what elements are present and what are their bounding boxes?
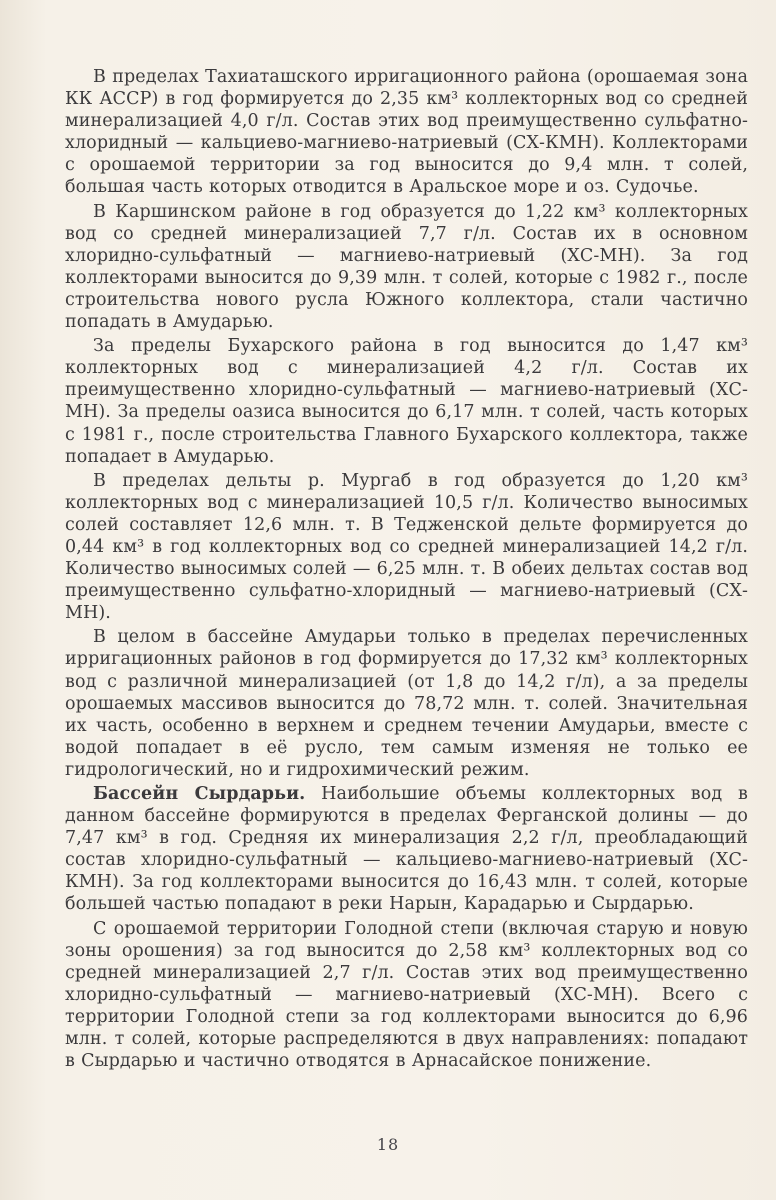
paragraph-karshi — [65, 201, 748, 334]
paragraph-murgab — [65, 470, 748, 625]
paragraph-text: С орошаемой территории Голодной степи (включая старую и новую зоны орошения) за год выносится до 2,58 км³ коллекторных вод со средней минерализацией 2,7 г/л. Состав этих вод преимущественно хлоридно-сульфатный — магниево-натриевый (ХС-МН). Всего с территории Голодной степи за год коллекторами выносится до 6,96 млн. т солей, которые распределяются в двух направлениях: попадают в Сырдарью и частично отводятся в Арнасайское понижение. — [65, 918, 748, 1072]
body-text — [65, 66, 748, 1074]
section-heading: Бассейн Сырдарьи. — [93, 784, 306, 804]
paragraph-text: В пределах Тахиаташского ирригационного района (орошаемая зона КК АССР) в год формируется до 2,35 км³ коллекторных вод со средней минерализацией 4,0 г/л. Состав этих вод преимущественно сульфатно-хлоридный — кальциево-магниево-натриевый (СХ-КМН). Коллекторами с орошаемой территории за год выносится до 9,4 млн. т солей, большая часть которых отводится в Аральское море и оз. Судочье. — [65, 67, 748, 198]
paragraph-text: В пределах дельты р. Мургаб в год образуется до 1,20 км³ коллекторных вод с минерализацией 10,5 г/л. Количество выносимых солей составляет 12,6 млн. т. В Тедженской дельте формируется до 0,44 км³ в год коллекторных вод со средней минерализацией 14,2 г/л. Количество выносимых солей — 6,25 млн. т. В обеих дельтах состав вод преимущественно сульфатно-хлоридный — магниево-натриевый (СХ-МН). — [65, 470, 748, 624]
paragraph-syrdarya — [65, 783, 748, 916]
paragraph-text: Наибольшие объемы коллекторных вод в данном бассейне формируются в пределах Ферганской долины — до 7,47 км³ в год. Средняя их минерализация 2,2 г/л, преобладающий состав хлоридно-сульфатный — кальциево-магниево-натриевый (ХС-КМН). За год коллекторами выносится до 16,43 млн. т солей, которые большей частью попадают в реки Нарын, Карадарью и Сырдарью. — [65, 784, 748, 915]
paragraph-golodnaya-step — [65, 918, 748, 1073]
paragraph-takhiatash — [65, 66, 748, 199]
page-number: 18 — [376, 1135, 400, 1154]
paragraph-text: В Каршинском районе в год образуется до 1,22 км³ коллекторных вод со средней минерализацией 7,7 г/л. Состав их в основном хлоридно-сульфатный — магниево-натриевый (ХС-МН). За год коллекторами выносится до 9,39 млн. т солей, которые с 1982 г., после строительства нового русла Южного коллектора, стали частично попадать в Амударью. — [65, 201, 748, 333]
paragraph-amudarya-total — [65, 626, 748, 781]
paragraph-text: За пределы Бухарского района в год выносится до 1,47 км³ коллекторных вод с минерализацией 4,2 г/л. Состав их преимущественно хлоридно-сульфатный — магниево-натриевый (ХС-МН). За пределы оазиса выносится до 6,17 млн. т солей, часть которых с 1981 г., после строительства Главного Бухарского коллектора, также попадает в Амударью. — [65, 336, 748, 467]
paragraph-text: В целом в бассейне Амударьи только в пределах перечисленных ирригационных районов в год формируется до 17,32 км³ коллекторных вод с различной минерализацией (от 1,8 до 14,2 г/л), а за пределы орошаемых массивов выносится до 78,72 млн. т. солей. Значительная их часть, особенно в верхнем и среднем течении Амударьи, вместе с водой попадает в её русло, тем самым изменяя не только ее гидрологический, но и гидрохимический режим. — [65, 627, 748, 780]
paragraph-bukhara — [65, 335, 748, 468]
